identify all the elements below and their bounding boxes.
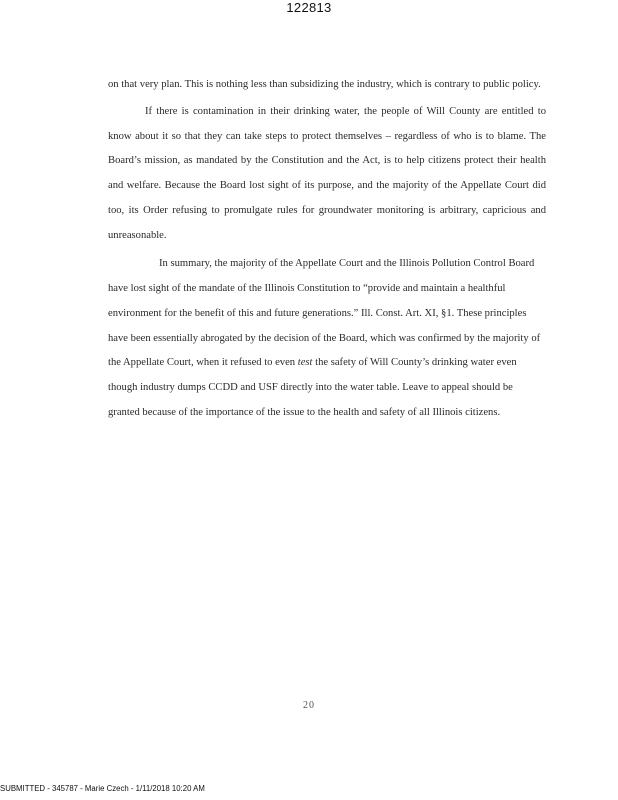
paragraph-contamination: If there is contamination in their drinking water, the people of Will County are entitled to know about it so that they can take steps to protect themselves – regardless of who is to blame. The Board’s mission, as mandated by the Constitution and the Act, is to help citizens protect their health and welfare. Because the Board lost sight of its purpose, and the majority of the Appellate Court did too, its Order refusing to promulgate rules for groundwater monitoring is arbitrary, capricious and unreasonable. [108, 106, 546, 241]
paragraph-summary [108, 252, 546, 426]
paragraph-continuation: on that very plan. This is nothing less than subsidizing the industry, which is contrary to public policy. [108, 79, 541, 90]
emphasized-word: test [297, 357, 313, 369]
summary-text-after: the safety of Will County’s drinking water even though industry dumps CCDD and USF directly into the water table. Leave to appeal should be granted because of the importance of the issue to the health and safety of all Illinois citizens. [108, 357, 517, 418]
submission-stamp: SUBMITTED - 345787 - Marie Czech - 1/11/2018 10:20 AM [0, 784, 205, 793]
page-number: 20 [303, 700, 315, 711]
brief-page-body [108, 72, 546, 426]
document-number-stamp: 122813 [286, 0, 332, 15]
summary-text-before: In summary, the majority of the Appellate Court and the Illinois Pollution Control Board have lost sight of the mandate of the Illinois Constitution to “provide and maintain a healthful environment for the benefit of this and future generations.” Ill. Const. Art. XI, §1. These principles have been essentially abrogated by the decision of the Board, which was confirmed by the majority of the Appellate Court, when it refused to even [108, 258, 541, 369]
